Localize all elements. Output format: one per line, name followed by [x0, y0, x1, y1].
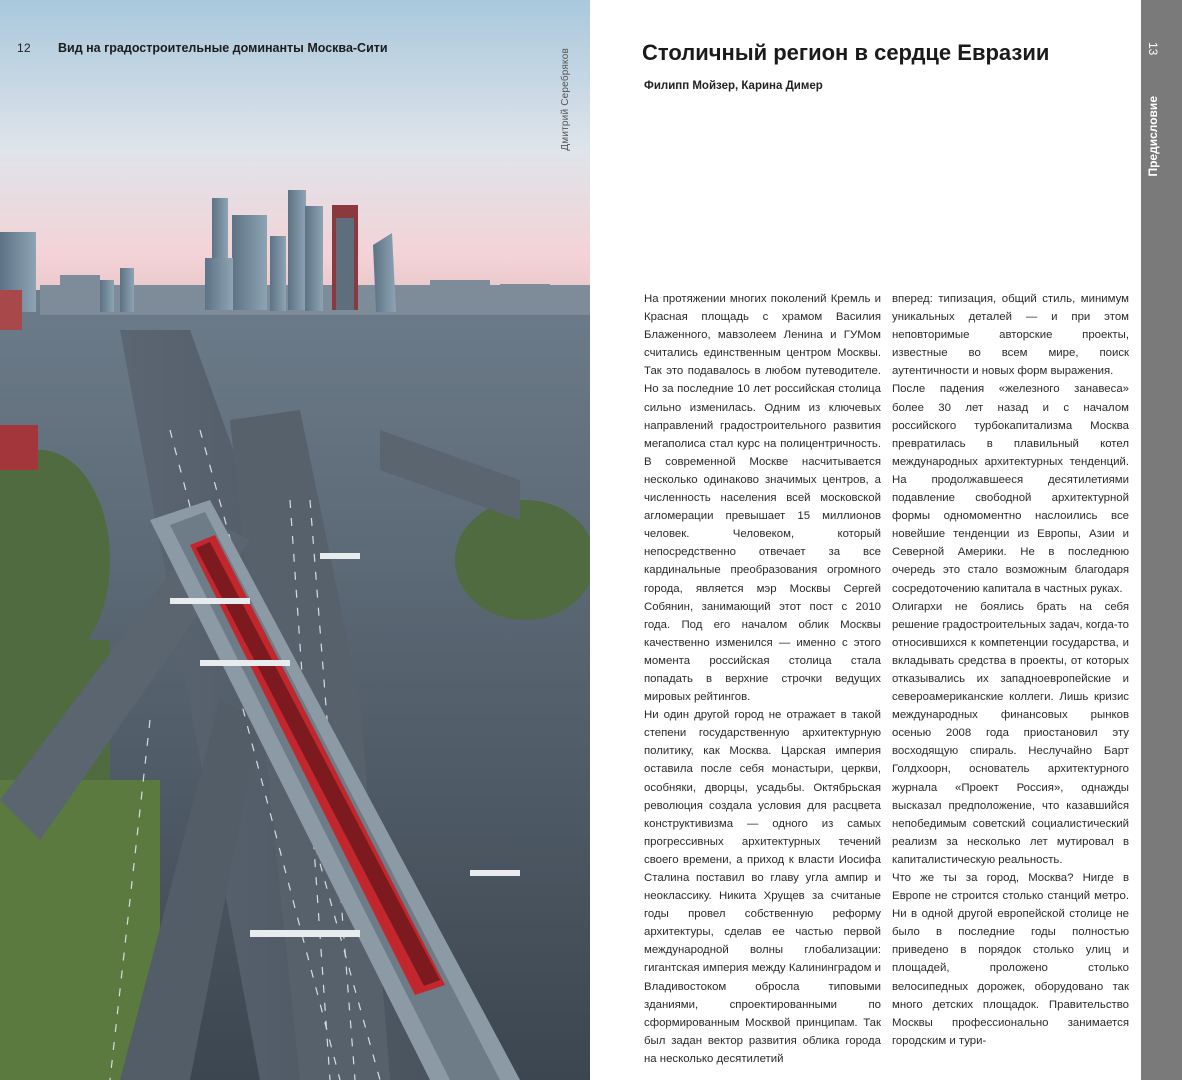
text-column-2	[892, 290, 1129, 1050]
photo-caption: Вид на градостроительные доминанты Москва-Сити	[58, 41, 388, 55]
paragraph: Олигархи не боялись брать на себя решение градостроительных задач, когда-то относившихся к компетенции государства, и вкладывать средства в проекты, от которых отказывались их западноевропейские и североамериканские коллеги. Лишь кризис международных финансовых рынков осенью 2008 года приостановил эту восходящую спираль. Неслучайно Барт Голдхоорн, основатель архитектурного журнала «Проект Россия», однажды высказал предположение, что казавшийся непобедимым советский социалистический реализм за несколько лет мутировал в капиталистическую реальность.	[892, 600, 1129, 866]
paragraph: Ни один другой город не отражает в такой степени государственную архитектурную политику, как Москва. Царская империя оставила после себя монастыри, церкви, особняки, дворцы, усадьбы. Октябрьская революция создала условия для расцвета конструктивизма — одного из самых прогрессивных архитектурных течений своего времени, а приход к власти Иосифа Сталина поставил во главу угла ампир и неоклассику. Никита Хрущев за считаные годы провел собственную реформу архитектуры, сделав ее частью первой международной волны глобализации: гигантская империя между Калининградом и Владивостоком обросла типовыми зданиями, спроектированными по сформированным Москвой принципам. Так был задан вектор развития облика города на несколько десятилетий	[644, 709, 881, 1065]
left-page	[0, 0, 590, 1080]
paragraph: вперед: типизация, общий стиль, минимум уникальных деталей — и при этом неповторимые авторские проекты, известные во всем мире, поиск аутентичности и новых форм выражения.	[892, 293, 1129, 378]
paragraph: На протяжении многих поколений Кремль и Красная площадь с храмом Василия Блаженного, мавзолеем Ленина и ГУМом считались единственным центром Москвы. Так это подавалось в любом путеводителе. Но за последние 10 лет российская столица сильно изменилась. Одним из ключевых направлений градостроительного развития мегаполиса стал курс на полицентричность. В современной Москве насчитывается несколько одинаково значимых центров, а численность населения всей московской агломерации превышает 15 миллионов человек. Человеком, который непосредственно отвечает за все кардинальные преобразования огромного города, является мэр Москвы Сергей Собянин, занимающий этот пост с 2010 года. Под его началом облик Москвы качественно изменился — именно с этого момента российская столица стала попадать в верхние строчки ведущих мировых рейтингов.	[644, 293, 881, 704]
page-number-right: 13	[1146, 42, 1160, 56]
article-title: Столичный регион в сердце Евразии	[642, 40, 1050, 65]
page-number-left: 12	[17, 41, 31, 55]
paragraph: Что же ты за город, Москва? Нигде в Европе не строится столько станций метро. Ни в одной другой европейской столице не было в последние годы полностью приведено в порядок столько улиц и площадей, проложено столько велосипедных дорожек, оборудовано так много детских площадок. Правительство Москвы профессионально занимается городским и тури-	[892, 872, 1129, 1047]
section-label: Предисловие	[1146, 96, 1160, 177]
right-page	[590, 0, 1182, 1080]
article-authors: Филипп Мойзер, Карина Димер	[644, 80, 823, 92]
text-column-1	[644, 290, 881, 1068]
moscow-city-aerial-photo	[0, 0, 590, 1080]
paragraph: После падения «железного занавеса» более 30 лет назад и с началом российского турбокапитализма Москва превратилась в плавильный котел международных архитектурных тенденций. На продолжавшееся десятилетиями подавление свободной архитектурной формы одномоментно наслоились все новейшие тенденции из Европы, Азии и Северной Америки. Не в последнюю очередь это стало возможным благодаря сосредоточению капитала в частных руках.	[892, 383, 1129, 595]
photo-credit: Дмитрий Серебряков	[560, 48, 571, 151]
